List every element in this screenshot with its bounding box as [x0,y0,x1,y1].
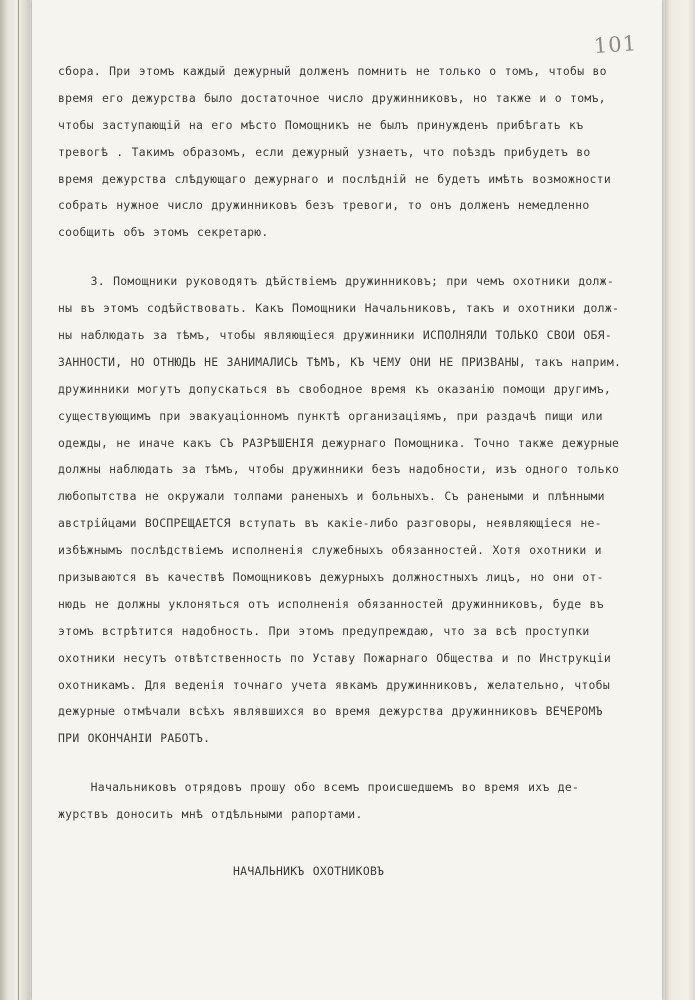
text-line: ны въ этомъ содѣйствовать. Какъ Помощники Начальниковъ, такъ и охотники долж- [58,301,620,316]
text-line: этомъ встрѣтится надобность. При этомъ предупреждаю, что за всѣ проступки [58,623,590,638]
text-line: любопытства не окружали толпами раненыхъ и больныхъ. Съ ранеными и плѣнными [58,489,605,504]
paragraph-3 [58,774,640,828]
text-line: нюдь не должны уклоняться отъ исполненiя обязанностей дружинниковъ, буде въ [58,596,604,611]
text-line: журствъ доносить мнѣ отдѣльными рапортами. [58,807,363,822]
text-line: австрiйцами ВОСПРЕЩАЕТСЯ вступать въ какiе-либо разговоры, неявляющiеся не- [58,516,602,531]
text-line: призываются въ качествѣ Помощниковъ дежурныхъ должностныхъ лицъ, но они от- [58,570,604,585]
handwritten-page-number: 101 [593,31,638,59]
signature-gap [58,828,640,858]
text-line: должны наблюдать за тѣмъ, чтобы дружинники безъ надобности, изъ одного только [58,462,620,477]
page-edge-right [665,0,695,1000]
paragraph-1 [58,58,640,246]
paragraph-2 [58,268,640,752]
typed-text-body [58,58,640,885]
text-line: собрать нужное число дружинниковъ безъ тревоги, то онъ долженъ немедленно [58,198,590,213]
text-line: время его дежурства было достаточное число дружинниковъ, но также и о томъ, [58,90,606,105]
text-line: дежурные отмѣчали всѣхъ являвшихся во время дежурства дружинниковъ ВЕЧЕРОМЪ [58,704,603,719]
paragraph-gap [58,752,640,774]
text-line: избѣжнымъ послѣдствiемъ исполненiя служебныхъ обязанностей. Хотя охотники и [58,543,602,558]
text-line: охотники несутъ отвѣтственность по Уставу Пожарнаго Общества и по Инструкцiи [58,650,611,665]
text-line: 3. Помощники руководятъ дѣйствiемъ дружинниковъ; при чемъ охотники долж- [58,274,614,289]
text-line: ЗАННОСТИ, НО ОТНЮДЬ НЕ ЗАНИМАЛИСЬ ТѢМЪ, КЪ ЧЕМУ ОНИ НЕ ПРИЗВАНЫ, такъ наприм. [58,354,622,369]
text-line: одежды, не иначе какъ СЪ РАЗРѢШЕНIЯ дежурнаго Помощника. Точно также дежурные [58,435,620,450]
text-line: сбора. При этомъ каждый дежурный долженъ помнить не только о томъ, чтобы во [58,64,607,78]
text-line: охотникамъ. Для веденiя точнаго учета явкамъ дружинниковъ, желательно, чтобы [58,677,610,692]
text-line: ПРИ ОКОНЧАНIИ РАБОТЪ. [58,731,211,746]
text-line: тревогѣ . Такимъ образомъ, если дежурный узнаетъ, что поѣздъ прибудетъ во [58,144,591,159]
paragraph-gap [58,246,640,268]
text-line: чтобы заступающiй на его мѣсто Помощникъ не былъ принужденъ прибѣгать къ [58,117,584,132]
text-line: дружинники могутъ допускаться въ свободное время къ оказанiю помощи другимъ, [58,381,611,396]
text-line: время дежурства слѣдующаго дежурнаго и послѣднiй не будетъ имѣть возможности [58,171,611,186]
text-line: сообщить объ этомъ секретарю. [58,225,269,240]
binding-spine-line [18,0,19,1000]
signature-title: НАЧАЛЬНИКЪ ОХОТНИКОВЪ [233,864,385,879]
text-line: существующимъ при эвакуацiонномъ пунктѣ организацiямъ, при раздачѣ пищи или [58,408,603,423]
text-line: Начальниковъ отрядовъ прошу обо всемъ происшедшемъ во время ихъ де- [58,780,580,795]
text-line: ны наблюдать за тѣмъ, чтобы являющiеся дружинники ИСПОЛНЯЛИ ТОЛЬКО СВОИ ОБЯ- [58,328,612,343]
binding-edge-left [0,0,30,1000]
